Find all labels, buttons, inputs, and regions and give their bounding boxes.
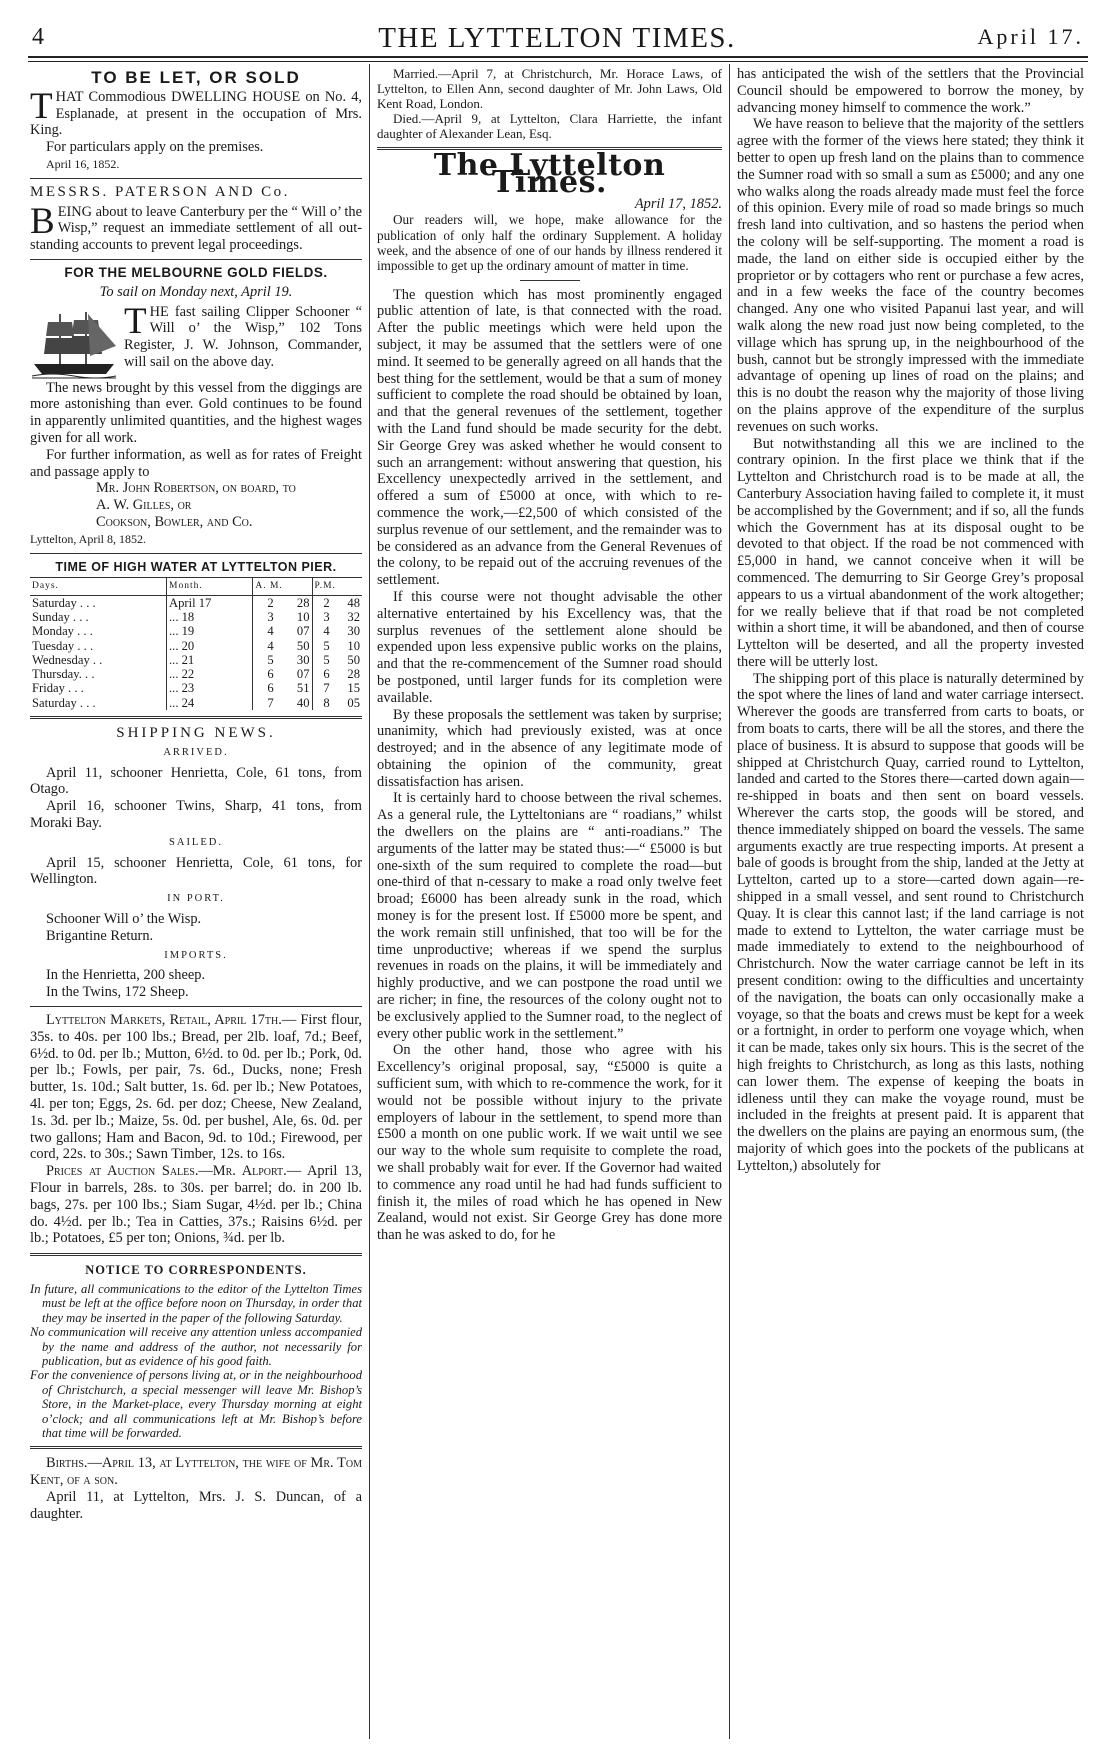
shipping-heading: SHIPPING NEWS. (116, 725, 276, 741)
column-advertisements (30, 66, 362, 1523)
newspaper-title: THE LYTTELTON TIMES. (378, 22, 736, 54)
birth-notice: April 11, at Lyttelton, Mrs. J. S. Duncan, of a daughter. (30, 1488, 362, 1522)
shipping-subheading: SAILED. (169, 836, 223, 848)
advert-news: The news brought by this vessel from the diggings are more astonishing than ever. Gold continues to be found in apparently unlimited quantities, and the highest wages given for all work. (30, 379, 362, 446)
shipping-entry: Schooner Will o’ the Wisp. (46, 910, 202, 927)
table-row (30, 639, 362, 653)
masthead-rule (28, 56, 1088, 62)
advert-further: For further information, as well as for rates of Freight and passage apply to (30, 446, 362, 480)
shipping-entry: April 15, schooner Henrietta, Cole, 61 tons, for Wellington. (30, 854, 362, 888)
table-row (30, 696, 362, 710)
agent-name: Cookson, Bowler, and Co. (96, 513, 253, 530)
table-cell: 48 (347, 595, 360, 610)
auction-body: April 13, Flour in barrels, 28s. to 30s. per barrel; do. in 200 lb. bags, 27s. per 100 lbs.; Siam Sugar, 4½d. per lb.; China do. 4½d. per lb.; Tea in Catties, 37s.; Raisins 6½d. per lb.; Potatoes, £5 per ton; Onions, ¾d. per lb. (30, 1163, 362, 1247)
market-body: First flour, 35s. to 40s. per 100 lbs.; Bread, per 2lb. loaf, 7d.; Beef, 6½d. to 0d. per lb.; Mutton, 6½d. to 0d. per lb.; Pork, 0d. per lb.; Fowls, per pair, 7s. 6d., Ducks, none; Fresh butter, 1s. 10d.; Salt butter, 1s. 6d. per lb.; New Potatoes, 4l. per ton; Eggs, 2s. 6d. per doz; Cheese, New Zealand, 1s. 3d. per lb.; Maize, 5s. 0d. per bushel, Ale, 6s. 0d. per two gallons; Ham and Bacon, 9d. to 10d.; Firewood, per cord, 22s. to 30s.; Sawn Timber, 12s. to 16s. (30, 1011, 363, 1163)
issue-date: April 17. (977, 24, 1084, 49)
editorial-intro: Our readers will, we hope, make allowance for the publication of only half the ordinary Supplement. A holiday week, and the absence of one of our hands by illness rendered it impossible to get up the ordinary amount of matter in time. (377, 212, 722, 274)
table-row (30, 681, 362, 695)
gold-fields-advert (30, 265, 362, 548)
shipping-subheading: ARRIVED. (163, 746, 229, 758)
notice-heading: NOTICE TO CORRESPONDENTS. (85, 1263, 307, 1278)
tide-table (30, 577, 362, 710)
table-cell: 07 (296, 624, 310, 639)
table-cell: ... 18 (167, 610, 253, 624)
advert-apply: For particulars apply on the premises. (46, 139, 264, 156)
table-cell: 3 (253, 610, 276, 624)
divider (30, 1006, 362, 1007)
table-cell: 30 (296, 652, 310, 667)
shipping-news (30, 725, 362, 1001)
column-header: A. M. (253, 578, 312, 595)
notice-body: EING about to leave Canterbury per the “ Will o’ the Wisp,” request an immediate settlement of all out-standing accounts to prevent legal proceedings. (30, 203, 362, 254)
table-cell: 6 (253, 681, 276, 695)
market-heading: Lyttelton Markets, Retail, April 17th.— (46, 1011, 297, 1028)
table-cell: 5 (312, 639, 332, 653)
divider (30, 178, 362, 179)
column-divider (729, 64, 730, 1739)
table-cell: Saturday . . . (32, 695, 96, 710)
table-cell: 7 (312, 681, 332, 695)
editorial-paragraph: It is certainly hard to choose between the rival schemes. As a general rule, the Lytteltonians are “ roadians,” whilst the dwellers on the plains are “ anti-roadians.” The arguments of the latter may be stated thus:—“ £5000 is but one-sixth of the sum required to complete the road—but one-third of that n-cessary to make a road only twelve feet broad; £6000 has been already sunk in the road, which money is for the present lost. If £5000 more be spent, and the work remain still unfinished, that too will be for the time unproductive; whereas if we spend the surplus revenues in roads on the plains, it will be immediately and highly productive, and we can postpone the road until we are richer; in fine, the resources of the colony ought not to be exclusively applied to the Sumner road, to the neglect of every other public work in the settlement.” (377, 790, 722, 1042)
agent-name: Mr. John Robertson, on board, to (96, 480, 296, 497)
shipping-entry: April 16, schooner Twins, Sharp, 41 tons, from Moraki Bay. (30, 798, 362, 831)
table-cell: 40 (296, 695, 310, 710)
sailing-date: To sail on Monday next, April 19. (99, 283, 293, 300)
table-row (30, 624, 362, 638)
ship-illustration (30, 306, 118, 380)
table-cell: 32 (347, 609, 360, 624)
drop-cap: T (124, 300, 147, 342)
divider (30, 1446, 362, 1449)
divider (520, 280, 580, 281)
table-cell: 51 (296, 681, 310, 696)
divider (30, 553, 362, 554)
market-prices (30, 1012, 362, 1247)
agent-name: A. W. Gilles, or (96, 497, 192, 514)
table-cell: 30 (347, 624, 360, 639)
notice-paragraph: No communication will receive any attention unless accompanied by the name and address of the author, not necessarily for publication, but as evidence of his good faith. (30, 1325, 362, 1368)
editorial-paragraph: On the other hand, those who agree with his Excellency’s original proposal, say, “£5000 is quite a sufficient sum, with which to re-commence the work, for it would not be possible without injury to the private employers of labour in the settlement, to spend more than £500 a month on one public work. If we wait until we see our way to the whole sum requisite to complete the road, we shall probably wait for ever. If the Governor had waited to commence any road until he had had funds sufficient to finish it, the miles of road which he has opened in New Zealand, would not exist. Sir George Grey has done more than he was asked to do, for he (377, 1042, 722, 1244)
advert-body: HE fast sailing Clipper Schooner “ Will o’ the Wisp,” 102 Tons Register, J. W. Johnson, Commander, will sail on the above day. (124, 303, 362, 370)
drop-cap: T (30, 85, 53, 127)
advert-date: Lyttelton, April 8, 1852. (30, 531, 146, 546)
to-let-advert (30, 70, 362, 173)
table-cell: 28 (296, 595, 310, 610)
table-cell: Wednesday . . (32, 652, 103, 667)
table-cell: Monday . . . (32, 624, 93, 639)
column-editorial-continued (737, 66, 1084, 1175)
editorial-paragraph: We have reason to believe that the majority of the settlers agree with the former of the views here stated; they think it better to open up fresh land on the plains than to commence the Sumner road with so small a sum as £5000; and any one who walks along the roads already made must feel the force of this opinion. Every mile of road so made brings so much fresh land into cultivation, and so hastens the period when the colony will be self-supporting. The moment a road is made, the land on either side is occupied either by the proprietor or by cottagers who rent or purchase a few acres, and in a few weeks the face of the country becomes changed. Any one who visited Papanui last year, and will walk along the new road just now being completed, to the village which has sprung up, in the neighbourhood of the bush, cannot but be strongly impressed with the immediate advantage of opening up lines of road on the plains; and this is no doubt the reason why the majority of those living on the plains approve of the expenditure of the surplus revenues on such works. (737, 116, 1084, 435)
table-cell: ... 21 (167, 653, 253, 667)
births (30, 1455, 362, 1522)
table-cell: ... 20 (167, 639, 253, 653)
table-cell: Sunday . . . (32, 609, 89, 624)
table-cell: Tuesday . . . (32, 638, 94, 653)
notice-heading: MESSRS. PATERSON AND Co. (30, 183, 290, 200)
table-cell: 50 (296, 638, 310, 653)
notice-paragraph: In future, all communications to the editor of the Lyttelton Times must be left at the office before noon on Thursday, in order that they may be inserted in the paper of the following Saturday. (30, 1281, 362, 1325)
table-cell: 10 (347, 638, 360, 653)
table-cell: April 17 (167, 595, 253, 610)
tide-header-row (30, 578, 362, 595)
table-cell: 5 (253, 653, 276, 667)
advert-heading: TO BE LET, OR SOLD (91, 68, 301, 87)
table-cell: 4 (253, 624, 276, 638)
divider (30, 716, 362, 719)
column-divider (369, 64, 370, 1739)
table-cell: 28 (347, 667, 360, 682)
table-cell: 15 (347, 681, 360, 696)
editorial-paragraph: The shipping port of this place is naturally determined by the spot where the lines of land and water carriage intersect. Wherever the goods are transferred from carts to boats, or from boats to carts, there will be all the stores, and there the place of business. It is absurd to suppose that goods will be shipped at Christchurch Quay, carried round to Lyttelton, landed and carted to the Stores there—carted down again—re-shipped in boats and then sent on board vessels. Wherever the carts stop, the goods will be stored, and thence immediately shipped on board the vessels. The same arguments exactly are true respecting imports. At present a bale of goods is brought from the ship, landed at the Jetty at Lyttelton, carted up to a store—carted down again—re-shipped in a small vessel, and sent round to Christchurch Quay. It is clear this cannot last; if the land carriage is not made to extend to Lyttelton, the water carriage must be made immediately to extend to the neighbourhood of Christchurch. Now the water carriage cannot be left in its present condition: owing to the difficulties and uncertainty of the navigation, the boats can only occasionally make a voyage, so that the boats and crews must be kept for a week or a fortnight, in order to perform one voyage which, when it can be made, takes only six hours. This is the secret of the high freights to Christchurch, as long as this lasts, nothing can lower them. The expense of keeping the boats in idleness until they can make the voyage round, must be included in the freights at present paid. It is apparent that the dwellers on the plains are paying an enormous sum, (the majority of which goes into the pockets of the publicans at Lyttelton,) absolutely for (737, 670, 1084, 1174)
table-cell: 2 (253, 595, 276, 610)
table-cell: 8 (312, 696, 332, 710)
advert-date: April 16, 1852. (46, 156, 120, 171)
table-cell: 5 (312, 653, 332, 667)
marriage-notice: Married.—April 7, at Christchurch, Mr. Horace Laws, of Lyttelton, to Ellen Ann, second daughter of Mr. John Laws, Old Kent Road, London. (377, 66, 722, 111)
editorial-paragraph: But notwithstanding all this we are inclined to the contrary opinion. In the first place we think that if the Lyttelton and Christchurch road is to be made at all, the Canterbury Association having failed to complete it, it must be accomplished by the Government; and if so, all the funds which the Government has at its disposal ought to be devoted to that object. If the road be not commenced with £5,000 in hand, we cannot conceive when it will be commenced. The demurring to Sir George Grey’s proposal appears to us a virtual abandonment of the work altogether; for we really believe that if that road be not completed within a short time, it will be abandoned, and then of course Lyttelton will be deserted, and all the property invested there will be utterly lost. (737, 435, 1084, 670)
table-cell: Friday . . . (32, 681, 84, 696)
table-row (30, 610, 362, 624)
advert-body: HAT Commodious DWELLING HOUSE on No. 4, Esplanade, at present in the occupation of Mrs. King. (30, 88, 362, 139)
table-row (30, 595, 362, 610)
editorial-paragraph: has anticipated the wish of the settlers that the Provincial Council should be empowered to borrow the money, by advancing money himself to commence the work.” (737, 66, 1084, 116)
editorial-paragraph: By these proposals the settlement was taken by surprise; unanimity, which had previously existed, was at once destroyed; and in the absence of any legitimate mode of obtaining the opinion of the community, great dissatisfaction has arisen. (377, 706, 722, 790)
shipping-entry: In the Twins, 172 Sheep. (46, 984, 189, 1001)
table-cell: 4 (312, 624, 332, 638)
table-cell: Saturday . . . (32, 595, 96, 610)
advert-heading: FOR THE MELBOURNE GOLD FIELDS. (64, 264, 328, 280)
shipping-subheading: IMPORTS. (164, 949, 228, 961)
editorial-paragraph: The question which has most prominently engaged public attention of late, is that connected with the road. After the public meetings which were held upon the subject, it may be assumed that the settlers were of one mind. It seemed to be generally agreed on all hands that the best thing for the settlement, would be that a sum of money sufficient to complete the road should be obtained by loan, and that the general revenues of the settlement, together with the Land fund should be made security for the debt. Sir George Grey was asked whether he would consent to such an arrangement: without answering that question, his Excellency unexpectedly arrived in the settlement, and offered a sum of £5000 at once, with which to re-commence the work,—£2,500 of which consisted of the surplus revenue of our settlement, and the remainder was to be considered as an advance from the General Revenues of the colony, to be repaid out of the accruing revenues of the settlement. (377, 286, 722, 589)
table-cell: ... 23 (167, 681, 253, 695)
table-cell: 3 (312, 610, 332, 624)
notice-paragraph: For the convenience of persons living at, or in the neighbourhood of Christchurch, a special messenger will leave Mr. Bishop’s Store, in the Market-place, every Thursday morning at eight o’clock; and all communications left at Mr. Bishop’s before that time will be forwarded. (30, 1368, 362, 1440)
table-cell: ... 19 (167, 624, 253, 638)
birth-notice: Births.—April 13, at Lyttelton, the wife of Mr. Tom Kent, of a son. (30, 1455, 362, 1489)
table-row (30, 653, 362, 667)
column-editorial (377, 66, 722, 1244)
notice-to-correspondents (30, 1262, 362, 1440)
table-cell: 07 (296, 667, 310, 682)
shipping-entry: In the Henrietta, 200 sheep. (46, 967, 206, 984)
tide-heading: TIME OF HIGH WATER AT LYTTELTON PIER. (55, 559, 337, 574)
shipping-subheading: IN PORT. (167, 893, 225, 905)
tide-table-section (30, 559, 362, 710)
table-cell: ... 22 (167, 667, 253, 681)
divider (30, 259, 362, 260)
divider (30, 1253, 362, 1256)
editorial-dateline: April 17, 1852. (634, 195, 722, 212)
table-cell: Thursday. . . (32, 667, 95, 682)
shipping-entry: April 11, schooner Henrietta, Cole, 61 tons, from Otago. (30, 764, 362, 798)
table-row (30, 667, 362, 681)
table-cell: 6 (253, 667, 276, 681)
paterson-notice (30, 184, 362, 254)
editorial-nameplate: The Lyttelton Times. (433, 148, 666, 200)
shipping-entry: Brigantine Return. (46, 927, 154, 944)
table-cell: 7 (253, 696, 276, 710)
column-header: Days. (30, 578, 167, 595)
table-cell: ... 24 (167, 696, 253, 710)
death-notice: Died.—April 9, at Lyttelton, Clara Harriette, the infant daughter of Alexander Lean, Esq. (377, 111, 722, 141)
editorial-paragraph: If this course were not thought advisable the other alternative entertained by his Excellency was, that the surplus revenues of the settlement alone should be expended upon less expensive public works on the plains, and that the re-commencement of the Sumner road should be postponed, until larger funds for its completion were available. (377, 588, 722, 706)
table-cell: 05 (347, 695, 360, 710)
table-cell: 6 (312, 667, 332, 681)
page-number: 4 (32, 24, 44, 50)
table-cell: 10 (296, 609, 310, 624)
table-cell: 4 (253, 639, 276, 653)
column-header: P.M. (312, 578, 362, 595)
column-header: Month. (167, 578, 253, 595)
table-cell: 50 (347, 652, 360, 667)
auction-heading: Prices at Auction Sales.—Mr. Alport.— (46, 1163, 302, 1180)
drop-cap: B (30, 200, 55, 242)
table-cell: 2 (312, 595, 332, 610)
